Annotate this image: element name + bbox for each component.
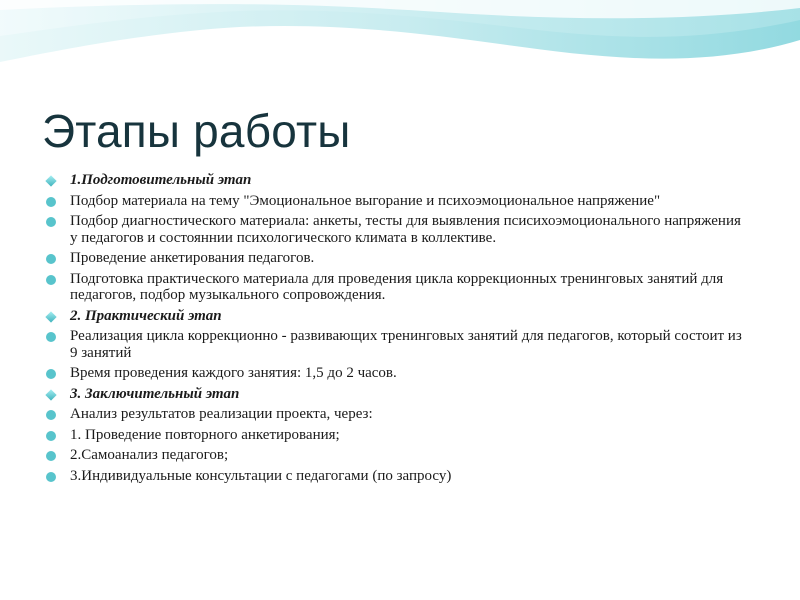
- bullet-text: Время проведения каждого занятия: 1,5 до 2 часов.: [70, 365, 397, 381]
- bullet-list: [46, 172, 746, 488]
- circle-bullet-icon: [46, 410, 56, 420]
- circle-bullet-icon: [46, 254, 56, 264]
- bullet-text: Подбор материала на тему "Эмоциональное выгорание и психоэмоциональное напряжение": [70, 192, 661, 209]
- circle-bullet-icon: [46, 369, 56, 379]
- decorative-wave: [0, 0, 800, 110]
- bullet-item: [46, 427, 746, 444]
- bullet-text: Анализ результатов реализации проекта, через:: [70, 406, 373, 422]
- stage-heading: [46, 386, 746, 403]
- bullet-text: Реализация цикла коррекционно - развивающих тренинговых занятий для педагогов, который состоит из 9 занятий: [70, 328, 742, 361]
- bullet-item: [46, 271, 746, 304]
- bullet-text: Проведение анкетирования педагогов.: [70, 250, 315, 266]
- slide-title: Этапы работы: [42, 105, 351, 157]
- stage-heading: [46, 308, 746, 325]
- bullet-text: Подбор диагностического материала: анкеты, тесты для выявления псисихоэмоционального напряжения у педагогов и состояннии психологического климата в коллективе.: [70, 213, 741, 246]
- bullet-item: [46, 447, 746, 464]
- bullet-text: 3.Индивидуальные консультации с педагогами (по запросу): [70, 467, 452, 484]
- circle-bullet-icon: [46, 217, 56, 227]
- bullet-text: 2. Практический этап: [70, 307, 222, 324]
- circle-bullet-icon: [46, 332, 56, 342]
- bullet-item: [46, 365, 746, 382]
- bullet-item: [46, 406, 746, 423]
- bullet-text: 3. Заключительный этап: [70, 385, 240, 402]
- bullet-text: 1. Проведение повторного анкетирования;: [70, 426, 340, 443]
- bullet-text: 2.Самоанализ педагогов;: [70, 447, 229, 463]
- bullet-text: 1.Подготовительный этап: [70, 172, 252, 188]
- circle-bullet-icon: [46, 431, 56, 441]
- diamond-bullet-icon: [45, 389, 56, 400]
- stage-heading: [46, 172, 746, 189]
- circle-bullet-icon: [46, 275, 56, 285]
- circle-bullet-icon: [46, 472, 56, 482]
- bullet-item: [46, 193, 746, 210]
- circle-bullet-icon: [46, 451, 56, 461]
- diamond-bullet-icon: [45, 175, 56, 186]
- bullet-item: [46, 213, 746, 246]
- bullet-text: Подготовка практического материала для проведения цикла коррекционных тренинговых занятий для педагогов, подбор музыкального сопровождения.: [70, 270, 724, 303]
- circle-bullet-icon: [46, 197, 56, 207]
- diamond-bullet-icon: [45, 311, 56, 322]
- bullet-item: [46, 328, 746, 361]
- bullet-item: [46, 468, 746, 485]
- bullet-item: [46, 250, 746, 267]
